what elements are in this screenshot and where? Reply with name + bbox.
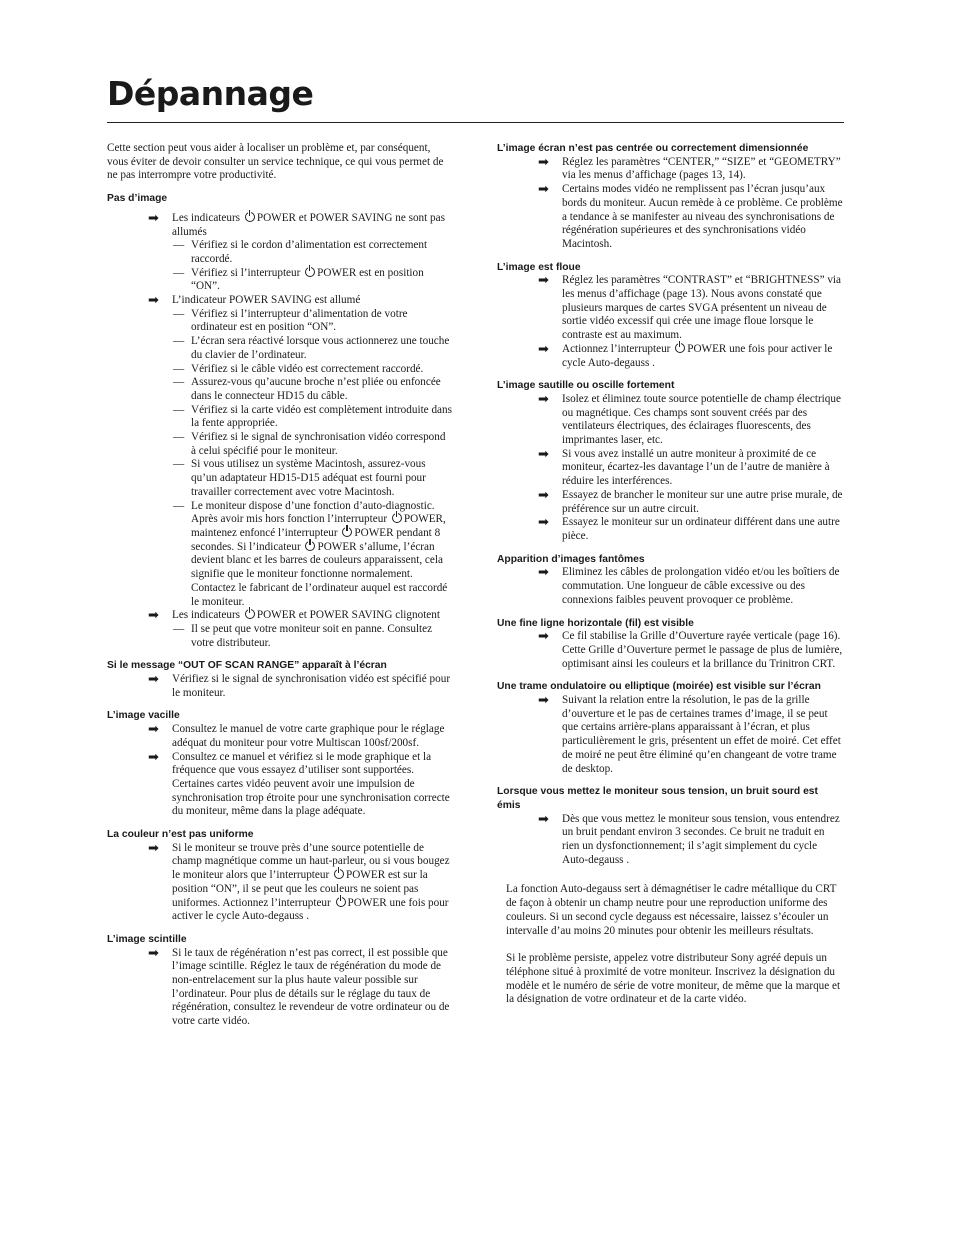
page-title: Dépannage xyxy=(107,74,314,113)
degauss-note: La fonction Auto-degauss sert à démagnétiser le cadre métallique du CRT de façon à obtenir un champ neutre pour une reproduction uniforme des couleurs. Si un second cycle degauss est nécessaire, laissez s’écouler un intervalle d’au moins 20 minutes pour obtenir les meilleurs résultats. xyxy=(506,883,837,937)
section-moire xyxy=(497,680,843,776)
section-heading: L’image est floue xyxy=(497,261,581,273)
list-item xyxy=(497,566,843,607)
section-color-not-uniform xyxy=(107,828,453,924)
sub-item-text: Vérifiez si le cordon d’alimentation est correctement raccordé. xyxy=(191,239,428,265)
arrow-icon: ➡ xyxy=(148,608,159,624)
arrow-icon: ➡ xyxy=(538,811,549,827)
section-heading: L’image sautille ou oscille fortement xyxy=(497,380,675,392)
section-heading: Une trame ondulatoire ou elliptique (moirée) est visible sur l’écran xyxy=(497,681,821,693)
list-item xyxy=(107,609,453,650)
power-icon xyxy=(245,609,255,619)
item-list xyxy=(497,694,843,776)
item-text: Consultez ce manuel et vérifiez si le mode graphique et la fréquence que vous essayez d’utiliser sont supportées. Certaines cartes vidéo peuvent avoir une impulsion de synchronisation trop étroite pour une synchronisation correcte du moniteur, même dans la plage adéquate. xyxy=(172,750,450,818)
section-horizontal-line xyxy=(497,617,843,672)
power-icon xyxy=(336,897,346,907)
list-item xyxy=(107,723,453,750)
item-text: Réglez les paramètres “CENTER,” “SIZE” et “GEOMETRY” via les menus d’affichage (pages 13, 14). xyxy=(562,155,841,182)
dash-marker: — xyxy=(173,403,185,416)
section-hum-noise xyxy=(497,785,843,867)
arrow-icon: ➡ xyxy=(148,672,159,688)
left-column xyxy=(107,142,453,1029)
list-item xyxy=(497,343,843,370)
item-list xyxy=(497,274,843,370)
section-heading: La couleur n’est pas uniforme xyxy=(107,829,254,841)
item-list xyxy=(107,842,453,924)
item-text: Si vous avez installé un autre moniteur à proximité de ce moniteur, écartez-les davantage l’un de l’autre de manière à réduire les interférences. xyxy=(562,447,830,488)
item-list xyxy=(107,673,453,700)
sub-item-text: Vérifiez si l’interrupteur d’alimentation de votre ordinateur est en position “ON”. xyxy=(191,307,408,334)
item-list xyxy=(497,630,843,671)
arrow-icon: ➡ xyxy=(148,840,159,856)
item-text: Si le taux de régénération n’est pas correct, il est possible que l’image scintille. Réglez le taux de régénération du mode de non-entrelacement sur la plus haute valeur possible sur l’ordinateur. Pour plus de détails sur le réglage du taux de régénération, consultez le revendeur de votre ordinateur ou de votre carte vidéo. xyxy=(172,946,450,1028)
item-text: Réglez les paramètres “CONTRAST” et “BRIGHTNESS” via les menus d’affichage (page 13). Nous avons constaté que plusieurs marques de cartes SVGA présentent un niveau de sortie vidéo excessif qui crée une image floue lorsque le contraste est au maximum. xyxy=(562,274,841,342)
list-item xyxy=(497,489,843,516)
sub-item-list xyxy=(172,308,453,609)
dash-marker: — xyxy=(173,266,185,279)
section-heading: Si le message “OUT OF SCAN RANGE” apparaît à l’écran xyxy=(107,660,387,672)
item-text: Si le moniteur se trouve près d’une source potentielle de champ magnétique comme un haut-parleur, ou si vous bougez le moniteur alors que l’interrupteur POWER est sur la position “ON”, il se peut que les couleurs ne soient pas uniformes. Actionnez l’interrupteur POWER une fois pour activer le cycle Auto-degauss . xyxy=(172,841,450,923)
sub-list-item xyxy=(172,363,453,377)
arrow-icon: ➡ xyxy=(538,182,549,198)
item-list xyxy=(107,723,453,819)
item-text: L’indicateur POWER SAVING est allumé xyxy=(172,294,361,307)
section-heading: Lorsque vous mettez le moniteur sous tension, un bruit sourd est émis xyxy=(497,786,818,811)
item-text: Vérifiez si le signal de synchronisation vidéo est spécifié pour le moniteur. xyxy=(172,673,451,699)
sub-item-text: Assurez-vous qu’aucune broche n’est pliée ou enfoncée dans le connecteur HD15 du câble. xyxy=(191,376,441,402)
item-text: Consultez le manuel de votre carte graphique pour le réglage adéquat du moniteur pour votre Multiscan 100sf/200sf. xyxy=(172,723,445,749)
arrow-icon: ➡ xyxy=(538,391,549,407)
item-list xyxy=(497,156,843,252)
item-list xyxy=(107,212,453,651)
arrow-icon: ➡ xyxy=(538,273,549,289)
contact-note: Si le problème persiste, appelez votre distributeur Sony agréé depuis un téléphone situé à proximité de votre moniteur. Inscrivez la désignation du modèle et le numéro de série de votre moniteur, de même que la marque et la désignation de votre ordinateur et de la carte vidéo. xyxy=(506,952,841,1006)
list-item xyxy=(107,294,453,609)
item-list xyxy=(497,566,843,607)
section-ghosting xyxy=(497,553,843,608)
power-icon xyxy=(305,541,315,551)
item-text: Essayez le moniteur sur un ordinateur différent dans une autre pièce. xyxy=(562,516,840,542)
intro-paragraph: Cette section peut vous aider à localiser un problème et, par conséquent, vous éviter de devoir consulter un service technique, ce qui vous permet de ne pas interrompre votre productivité. xyxy=(107,142,444,182)
sub-item-list xyxy=(172,623,453,650)
item-text: Les indicateurs POWER et POWER SAVING ne sont pas allumés xyxy=(172,211,445,238)
section-image-not-centered xyxy=(497,142,843,252)
arrow-icon: ➡ xyxy=(538,154,549,170)
section-image-blurry xyxy=(497,261,843,371)
arrow-icon: ➡ xyxy=(148,749,159,765)
list-item xyxy=(497,516,843,543)
list-item xyxy=(497,393,843,448)
section-heading: Une fine ligne horizontale (fil) est visible xyxy=(497,617,694,629)
section-heading: Pas d’image xyxy=(107,193,168,205)
section-heading: L’image écran n’est pas centrée ou correctement dimensionnée xyxy=(497,143,809,154)
power-icon xyxy=(305,267,315,277)
sub-list-item xyxy=(172,335,453,362)
arrow-icon: ➡ xyxy=(538,341,549,357)
arrow-icon: ➡ xyxy=(148,210,159,226)
sub-item-text: Vérifiez si la carte vidéo est complètement introduite dans la fente appropriée. xyxy=(191,403,452,430)
item-text: Actionnez l’interrupteur POWER une fois pour activer le cycle Auto-degauss . xyxy=(562,342,833,369)
item-text: Eliminez les câbles de prolongation vidéo et/ou les boîtiers de commutation. Une longueur de câble excessive ou des connexions faibles peuvent provoquer ce problème. xyxy=(562,566,840,606)
sub-item-text: Le moniteur dispose d’une fonction d’auto-diagnostic. Après avoir mis hors fonction l’interrupteur POWER, maintenez enfoncé l’interrupteur POWER pendant 8 secondes. Si l’indicateur POWER s’allume, l’écran devient blanc et les barres de couleurs apparaissent, cela signifie que le moniteur fonctionne normalement. Contactez le fabricant de l’ordinateur auquel est raccordé le moniteur. xyxy=(191,499,448,608)
dash-marker: — xyxy=(173,499,185,512)
item-list xyxy=(497,393,843,544)
list-item xyxy=(497,630,843,671)
arrow-icon: ➡ xyxy=(538,565,549,581)
power-icon xyxy=(245,212,255,222)
title-rule xyxy=(107,122,844,123)
arrow-icon: ➡ xyxy=(538,693,549,709)
list-item xyxy=(107,212,453,294)
sub-list-item xyxy=(172,404,453,431)
list-item xyxy=(497,274,843,343)
power-icon xyxy=(342,527,352,537)
sub-item-text: Il se peut que votre moniteur soit en panne. Consultez votre distributeur. xyxy=(191,622,433,649)
item-list xyxy=(107,947,453,1029)
dash-marker: — xyxy=(173,622,185,635)
item-text: Ce fil stabilise la Grille d’Ouverture rayée verticale (page 16). Cette Grille d’Ouverture permet le passage de plus de lumière, optimisant ainsi les couleurs et la brillance du Trinitron CRT. xyxy=(562,630,843,670)
list-item xyxy=(107,842,453,924)
arrow-icon: ➡ xyxy=(148,293,159,309)
power-icon xyxy=(675,343,685,353)
sub-list-item xyxy=(172,431,453,458)
arrow-icon: ➡ xyxy=(148,945,159,961)
dash-marker: — xyxy=(173,458,185,471)
section-no-image xyxy=(107,192,453,650)
list-item xyxy=(497,183,843,252)
dash-marker: — xyxy=(173,431,185,444)
list-item xyxy=(497,156,843,183)
sub-list-item xyxy=(172,267,453,294)
list-item xyxy=(497,448,843,489)
item-text: Isolez et éliminez toute source potentielle de champ électrique ou magnétique. Ces champs sont souvent créés par des ventilateurs électriques, des éclairages fluorescents, des imprimantes laser, etc. xyxy=(562,392,841,447)
sub-item-text: Vérifiez si l’interrupteur POWER est en position “ON”. xyxy=(191,266,424,293)
arrow-icon: ➡ xyxy=(538,487,549,503)
dash-marker: — xyxy=(173,362,185,375)
item-text: Certains modes vidéo ne remplissent pas l’écran jusqu’aux bords du moniteur. Aucun remède à ce problème. Ce problème a tendance à se manifester au niveau des synchronisations de régénération supérieures et des synchronisations vidéo Macintosh. xyxy=(562,183,843,250)
sub-list-item xyxy=(172,376,453,403)
right-column xyxy=(497,142,843,1007)
item-text: Dès que vous mettez le moniteur sous tension, vous entendrez un bruit pendant environ 3 secondes. Ce bruit ne traduit en rien un dysfonctionnement; il s’agit simplement du cycle Auto-degauss . xyxy=(562,812,840,866)
section-image-jumps xyxy=(497,379,843,543)
sub-item-text: Si vous utilisez un système Macintosh, assurez-vous qu’un adaptateur HD15-D15 adéquat est fourni pour travailler correctement avec votre Macintosh. xyxy=(191,458,426,498)
section-heading: Apparition d’images fantômes xyxy=(497,553,645,565)
power-icon xyxy=(392,513,402,523)
sub-list-item xyxy=(172,239,453,266)
sub-item-text: Vérifiez si le signal de synchronisation vidéo correspond à celui spécifié pour le moniteur. xyxy=(191,431,446,457)
section-image-scintille xyxy=(107,933,453,1029)
list-item xyxy=(107,751,453,820)
sub-list-item xyxy=(172,500,453,610)
power-icon xyxy=(334,869,344,879)
arrow-icon: ➡ xyxy=(148,722,159,738)
dash-marker: — xyxy=(173,307,185,320)
list-item xyxy=(107,673,453,700)
list-item xyxy=(497,813,843,868)
list-item xyxy=(107,947,453,1029)
section-image-flicker xyxy=(107,709,453,819)
sub-list-item xyxy=(172,623,453,650)
dash-marker: — xyxy=(173,335,185,348)
section-heading: L’image scintille xyxy=(107,933,187,945)
section-out-of-scan-range xyxy=(107,659,453,700)
sub-item-text: Vérifiez si le câble vidéo est correctement raccordé. xyxy=(191,362,424,375)
item-text: Les indicateurs POWER et POWER SAVING clignotent xyxy=(172,609,440,622)
dash-marker: — xyxy=(173,376,185,389)
list-item xyxy=(497,694,843,776)
section-heading: L’image vacille xyxy=(107,710,180,722)
item-list xyxy=(497,813,843,868)
sub-list-item xyxy=(172,308,453,335)
arrow-icon: ➡ xyxy=(538,446,549,462)
dash-marker: — xyxy=(173,239,185,252)
item-text: Suivant la relation entre la résolution, le pas de la grille d’ouverture et le pas de certaines trames d’image, il se peut que certains arrière-plans apparaissant à l’écran, et plus particulièrement le gris, présentent un effet de moiré. Cet effet de moiré ne peut être éliminé qu’en changeant de votre trame de desktop. xyxy=(562,694,841,775)
sub-list-item xyxy=(172,458,453,499)
sub-item-list xyxy=(172,239,453,294)
arrow-icon: ➡ xyxy=(538,515,549,531)
item-text: Essayez de brancher le moniteur sur une autre prise murale, de préférence sur un autre circuit. xyxy=(562,488,843,515)
arrow-icon: ➡ xyxy=(538,629,549,645)
sub-item-text: L’écran sera réactivé lorsque vous actionnerez une touche du clavier de l’ordinateur. xyxy=(191,335,450,361)
